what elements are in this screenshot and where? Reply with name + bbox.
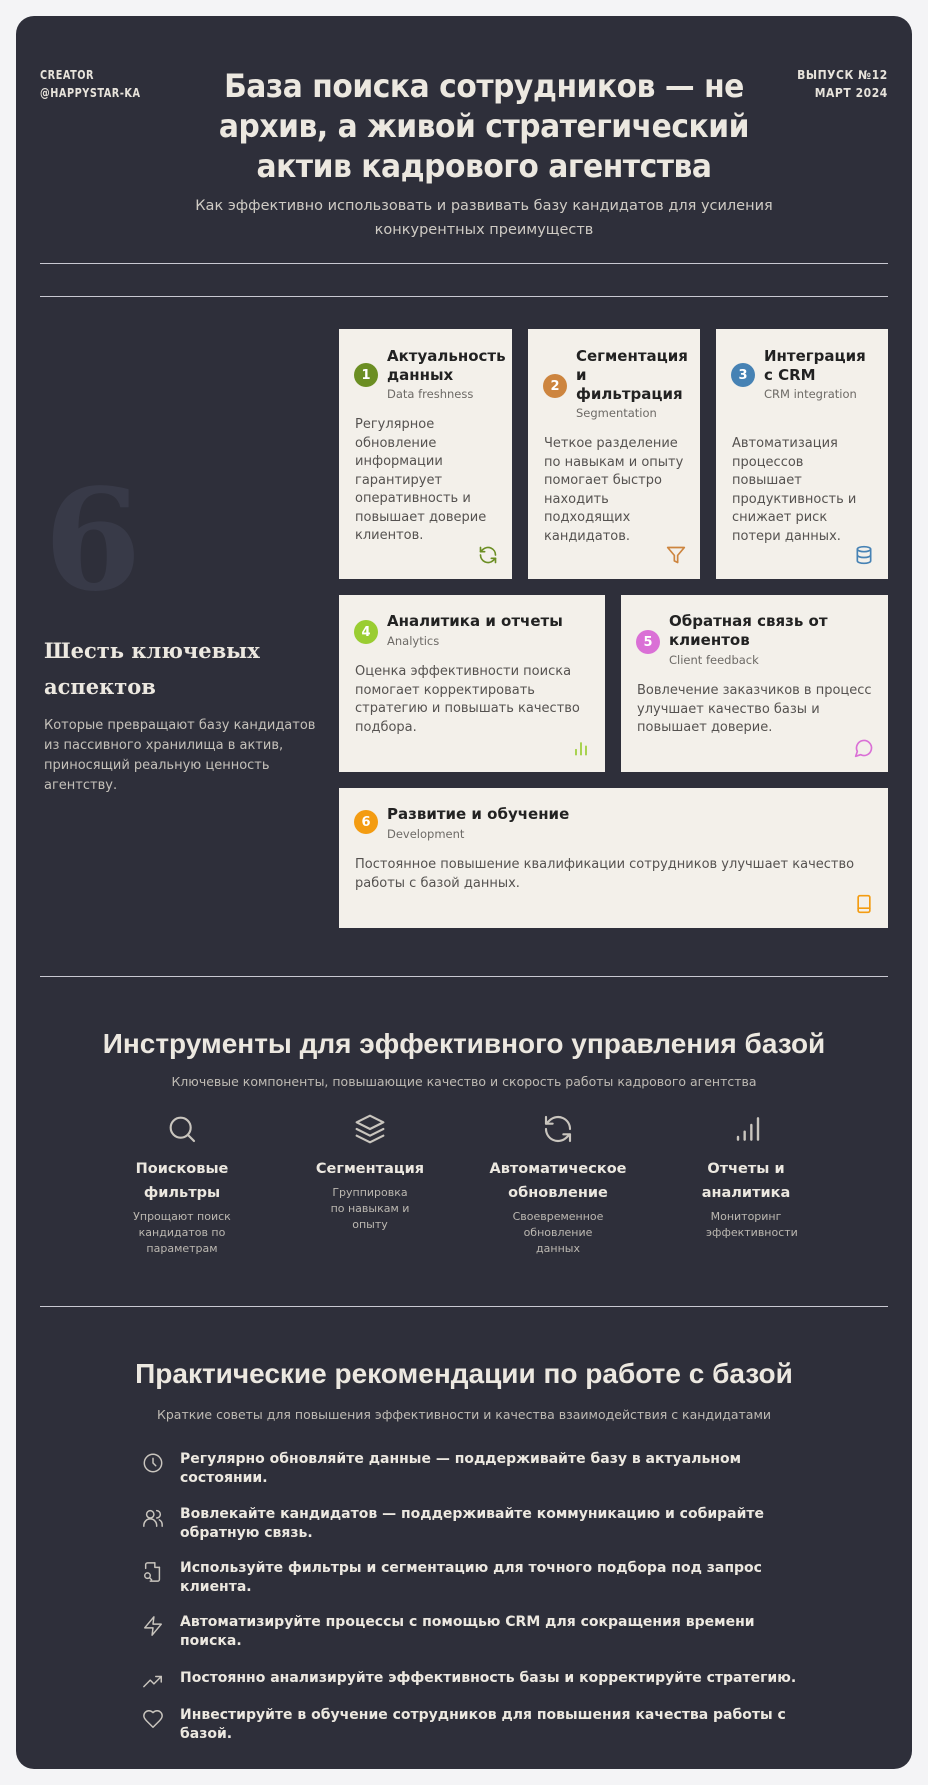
- tool-description: Упрощают поиск кандидатов по параметрам: [133, 1210, 231, 1255]
- card-subtitle: CRM integration: [764, 387, 857, 401]
- layers-icon: [354, 1113, 386, 1145]
- tool-description: Мониторинг эффективности: [706, 1210, 798, 1239]
- heart-icon: [142, 1708, 164, 1730]
- card-subtitle: Client feedback: [669, 653, 759, 667]
- tip-text: Автоматизируйте процессы с помощью CRM для сокращения времени поиска.: [180, 1614, 755, 1649]
- tip-text: Постоянно анализируйте эффективность базы и корректируйте стратегию.: [180, 1670, 797, 1686]
- poster: [16, 16, 912, 1769]
- page-subtitle: Как эффективно использовать и развивать базу кандидатов для усиления конкурентных преимуществ: [195, 198, 773, 238]
- card-description: Автоматизация процессов повышает продуктивность и снижает риск потери данных.: [732, 436, 857, 544]
- card-description: Регулярное обновление информации гарантирует оперативность и повышает доверие клиентов.: [355, 417, 487, 543]
- issue-info: [797, 66, 888, 102]
- refresh-icon: [478, 545, 498, 565]
- aspect-card-1[interactable]: [339, 329, 512, 579]
- tip-text: Регулярно обновляйте данные — поддерживайте базу в актуальном состоянии.: [180, 1451, 742, 1486]
- aspect-card-4[interactable]: [339, 595, 605, 772]
- creator-label: CREATOR: [40, 68, 95, 82]
- aspect-card-5[interactable]: [621, 595, 888, 772]
- aspects-title: Шесть ключевых аспектов: [44, 638, 260, 699]
- card-subtitle: Analytics: [387, 634, 440, 648]
- tip-text: Используйте фильтры и сегментацию для точного подбора под запрос клиента.: [180, 1560, 762, 1595]
- search-icon: [166, 1113, 198, 1145]
- card-title: Аналитика и отчеты: [387, 612, 563, 630]
- divider: [40, 976, 888, 977]
- users-icon: [142, 1507, 164, 1529]
- bar-chart-icon: [571, 738, 591, 758]
- tool-reports[interactable]: [671, 1113, 821, 1241]
- file-search-icon: [142, 1561, 164, 1583]
- card-subtitle: Segmentation: [576, 406, 657, 420]
- aspect-card-6[interactable]: [339, 788, 888, 928]
- card-title: Обратная связь от клиентов: [669, 612, 828, 649]
- number-badge: 6: [354, 810, 378, 834]
- aspects-description: Которые превращают базу кандидатов из пассивного хранилища в актив, приносящий реальную ценность агентству.: [44, 718, 316, 793]
- filter-icon: [666, 545, 686, 565]
- card-title: Актуальность данных: [387, 347, 506, 384]
- number-badge: 2: [543, 374, 567, 398]
- card-description: Постоянное повышение квалификации сотрудников улучшает качество работы с базой данных.: [355, 857, 855, 891]
- tip-text: Инвестируйте в обучение сотрудников для повышения качества работы с базой.: [180, 1707, 786, 1742]
- tool-name: Отчеты и аналитика: [701, 1161, 791, 1201]
- big-number-six: 6: [44, 459, 142, 623]
- number-badge: 4: [354, 620, 378, 644]
- card-title: Сегментация и фильтрация: [576, 347, 688, 403]
- tool-description: Группировка по навыкам и опыту: [330, 1186, 410, 1231]
- tool-name: Автоматическое обновление: [489, 1161, 627, 1201]
- clock-icon: [142, 1452, 164, 1474]
- book-icon: [854, 894, 874, 914]
- signal-bars-icon: [730, 1113, 762, 1145]
- page-title: База поиска сотрудников — не архив, а живой стратегический актив кадрового агентства: [218, 67, 750, 185]
- tool-segmentation[interactable]: [295, 1113, 445, 1233]
- tools-title: Инструменты для эффективного управления базой: [102, 1028, 826, 1059]
- aspect-card-3[interactable]: [716, 329, 888, 579]
- refresh-icon: [542, 1113, 574, 1145]
- creator-handle[interactable]: @HAPPYSTAR-KA: [40, 86, 141, 100]
- number-badge: 1: [354, 363, 378, 387]
- tools-subtitle: Ключевые компоненты, повышающие качество и скорость работы кадрового агентства: [171, 1074, 757, 1089]
- tips-title: Практические рекомендации по работе с базой: [135, 1358, 793, 1389]
- card-description: Четкое разделение по навыкам и опыту помогает быстро находить подходящих кандидатов.: [544, 436, 684, 544]
- card-title: Интеграция с CRM: [764, 347, 866, 384]
- aspect-card-2[interactable]: [528, 329, 700, 579]
- tool-description: Своевременное обновление данных: [512, 1210, 604, 1255]
- tool-search-filters[interactable]: [107, 1113, 257, 1257]
- trending-up-icon: [142, 1671, 164, 1693]
- tool-name: Поисковые фильтры: [135, 1161, 229, 1201]
- card-description: Оценка эффективности поиска помогает корректировать стратегию и повышать качество подбора.: [355, 664, 580, 735]
- tips-subtitle: Краткие советы для повышения эффективности и качества взаимодействия с кандидатами: [156, 1407, 771, 1422]
- tool-name: Сегментация: [315, 1161, 425, 1177]
- number-badge: 3: [731, 363, 755, 387]
- chat-bubble-icon: [854, 738, 874, 758]
- divider: [40, 263, 888, 264]
- card-subtitle: Data freshness: [387, 387, 474, 401]
- tip-text: Вовлекайте кандидатов — поддерживайте коммуникацию и собирайте обратную связь.: [180, 1506, 765, 1541]
- issue-number: ВЫПУСК №12: [797, 68, 888, 82]
- database-icon: [854, 545, 874, 565]
- divider: [40, 1306, 888, 1307]
- card-title: Развитие и обучение: [387, 805, 570, 823]
- lightning-icon: [142, 1615, 164, 1637]
- number-badge: 5: [636, 630, 660, 654]
- divider: [40, 296, 888, 297]
- issue-date: МАРТ 2024: [814, 86, 888, 100]
- tool-auto-update[interactable]: [483, 1113, 633, 1257]
- card-description: Вовлечение заказчиков в процесс улучшает качество базы и повышает доверие.: [637, 683, 872, 735]
- creator-credit: [40, 66, 141, 102]
- card-subtitle: Development: [387, 827, 465, 841]
